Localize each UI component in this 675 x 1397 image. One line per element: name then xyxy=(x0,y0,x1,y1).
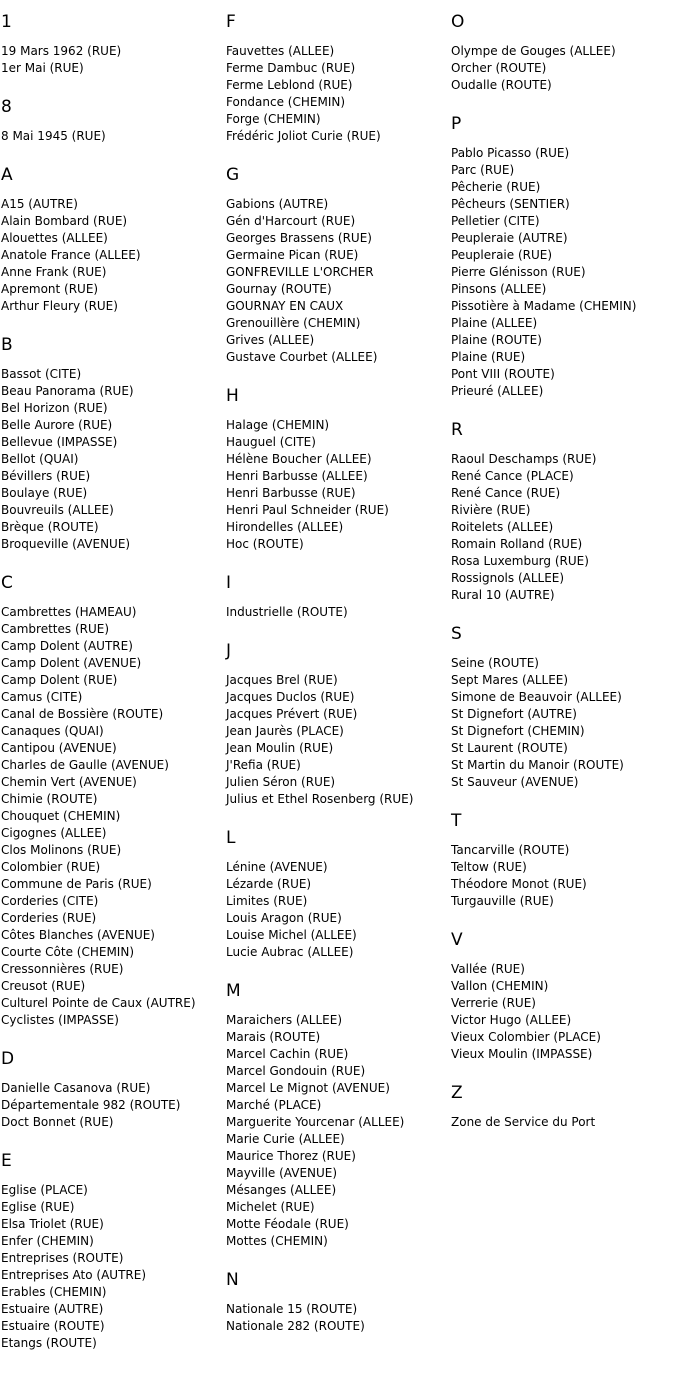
letter-section xyxy=(1,1139,221,1360)
street-entry: Oudalle (ROUTE) xyxy=(451,78,552,92)
street-entry: GOURNAY EN CAUX xyxy=(226,299,344,313)
street-entry: Industrielle (ROUTE) xyxy=(226,605,348,619)
street-entry: René Cance (PLACE) xyxy=(451,469,574,483)
letter-section xyxy=(451,1071,675,1139)
street-entry: Limites (RUE) xyxy=(226,894,308,908)
street-entry: Michelet (RUE) xyxy=(226,1200,315,1214)
street-entry: Ferme Dambuc (RUE) xyxy=(226,61,356,75)
street-entry: Camp Dolent (AUTRE) xyxy=(1,639,133,653)
street-entry: Entreprises Ato (AUTRE) xyxy=(1,1268,146,1282)
letter-section xyxy=(451,0,675,102)
street-entry: Beau Panorama (RUE) xyxy=(1,384,134,398)
street-entry: Estuaire (ROUTE) xyxy=(1,1319,105,1333)
street-entry: Entreprises (ROUTE) xyxy=(1,1251,124,1265)
letter-section xyxy=(451,612,675,799)
letter-section xyxy=(226,969,448,1258)
street-entry: Maurice Thorez (RUE) xyxy=(226,1149,356,1163)
street-entry: Pont VIII (ROUTE) xyxy=(451,367,555,381)
street-entry: Olympe de Gouges (ALLEE) xyxy=(451,44,616,58)
street-entry: Orcher (ROUTE) xyxy=(451,61,547,75)
street-entry: Jean Jaurès (PLACE) xyxy=(226,724,344,738)
section-spacer xyxy=(226,1250,448,1258)
section-spacer xyxy=(451,791,675,799)
street-list xyxy=(1,185,221,315)
letter-section xyxy=(226,0,448,153)
street-entry: Gournay (ROUTE) xyxy=(226,282,332,296)
street-entry: Teltow (RUE) xyxy=(451,860,527,874)
street-entry: Prieuré (ALLEE) xyxy=(451,384,544,398)
street-entry: Marcel Le Mignot (AVENUE) xyxy=(226,1081,390,1095)
street-entry: Jean Moulin (RUE) xyxy=(226,741,334,755)
street-entry: Turgauville (RUE) xyxy=(451,894,554,908)
section-letter-heading: J xyxy=(226,641,232,661)
street-list xyxy=(451,831,675,910)
street-entry: Henri Barbusse (RUE) xyxy=(226,486,356,500)
street-entry: Halage (CHEMIN) xyxy=(226,418,330,432)
section-spacer xyxy=(226,808,448,816)
street-entry: Doct Bonnet (RUE) xyxy=(1,1115,114,1129)
street-list xyxy=(226,185,448,366)
street-entry: Etangs (ROUTE) xyxy=(1,1336,97,1350)
street-entry: Camp Dolent (RUE) xyxy=(1,673,118,687)
section-spacer xyxy=(226,621,448,629)
street-entry: 8 Mai 1945 (RUE) xyxy=(1,129,106,143)
letter-section xyxy=(451,408,675,612)
street-entry: Bellot (QUAI) xyxy=(1,452,79,466)
section-spacer xyxy=(1,1131,221,1139)
street-entry: Brèque (ROUTE) xyxy=(1,520,99,534)
street-entry: Gabions (AUTRE) xyxy=(226,197,329,211)
street-entry: Pêcheurs (SENTIER) xyxy=(451,197,570,211)
letter-section xyxy=(226,153,448,374)
section-spacer xyxy=(226,366,448,374)
street-entry: Chouquet (CHEMIN) xyxy=(1,809,121,823)
street-list xyxy=(226,661,448,808)
letter-section xyxy=(1,323,221,561)
letter-section xyxy=(1,85,221,153)
street-entry: Forge (CHEMIN) xyxy=(226,112,321,126)
street-entry: Nationale 282 (ROUTE) xyxy=(226,1319,365,1333)
letter-section xyxy=(1,153,221,323)
street-list xyxy=(1,1069,221,1131)
section-letter-heading: G xyxy=(226,165,240,185)
letter-section xyxy=(226,629,448,816)
section-spacer xyxy=(1,77,221,85)
street-entry: J'Refia (RUE) xyxy=(226,758,301,772)
street-entry: Jacques Prévert (RUE) xyxy=(226,707,358,721)
street-entry: Alouettes (ALLEE) xyxy=(1,231,108,245)
street-entry: Anatole France (ALLEE) xyxy=(1,248,141,262)
section-letter-heading: R xyxy=(451,420,463,440)
section-letter-heading: H xyxy=(226,386,239,406)
street-entry: Courte Côte (CHEMIN) xyxy=(1,945,135,959)
index-column-3 xyxy=(451,0,675,1139)
street-entry: Grenouillère (CHEMIN) xyxy=(226,316,361,330)
section-letter-heading: I xyxy=(226,573,232,593)
street-entry: Bouvreuils (ALLEE) xyxy=(1,503,114,517)
section-spacer xyxy=(1,553,221,561)
street-entry: Raoul Deschamps (RUE) xyxy=(451,452,597,466)
street-entry: St Martin du Manoir (ROUTE) xyxy=(451,758,624,772)
street-entry: Jacques Brel (RUE) xyxy=(226,673,338,687)
street-entry: St Dignefort (CHEMIN) xyxy=(451,724,585,738)
street-entry: Camus (CITE) xyxy=(1,690,83,704)
street-entry: Hauguel (CITE) xyxy=(226,435,316,449)
street-entry: Départementale 982 (ROUTE) xyxy=(1,1098,181,1112)
street-entry: Côtes Blanches (AVENUE) xyxy=(1,928,155,942)
street-entry: Pissotière à Madame (CHEMIN) xyxy=(451,299,637,313)
street-entry: Marché (PLACE) xyxy=(226,1098,322,1112)
letter-section xyxy=(1,561,221,1037)
street-list xyxy=(1,32,221,77)
street-entry: Théodore Monot (RUE) xyxy=(451,877,587,891)
section-letter-heading: M xyxy=(226,981,241,1001)
street-entry: Pinsons (ALLEE) xyxy=(451,282,547,296)
street-entry: Maraichers (ALLEE) xyxy=(226,1013,343,1027)
street-entry: René Cance (RUE) xyxy=(451,486,561,500)
street-entry: Henri Paul Schneider (RUE) xyxy=(226,503,389,517)
street-entry: Gén d'Harcourt (RUE) xyxy=(226,214,356,228)
street-entry: Cambrettes (HAMEAU) xyxy=(1,605,137,619)
street-entry: Vieux Moulin (IMPASSE) xyxy=(451,1047,593,1061)
letter-section xyxy=(451,918,675,1071)
street-entry: Simone de Beauvoir (ALLEE) xyxy=(451,690,622,704)
letter-section xyxy=(451,799,675,918)
letter-section xyxy=(226,374,448,561)
street-entry: Culturel Pointe de Caux (AUTRE) xyxy=(1,996,196,1010)
section-spacer xyxy=(451,910,675,918)
street-entry: Bassot (CITE) xyxy=(1,367,82,381)
street-entry: Canaques (QUAI) xyxy=(1,724,104,738)
street-entry: Cantipou (AVENUE) xyxy=(1,741,117,755)
street-entry: Verrerie (RUE) xyxy=(451,996,536,1010)
street-entry: Corderies (RUE) xyxy=(1,911,97,925)
street-entry: Peupleraie (RUE) xyxy=(451,248,553,262)
street-list xyxy=(451,950,675,1063)
street-entry: Hélène Boucher (ALLEE) xyxy=(226,452,372,466)
street-entry: Corderies (CITE) xyxy=(1,894,99,908)
street-entry: Pelletier (CITE) xyxy=(451,214,540,228)
street-entry: Broqueville (AVENUE) xyxy=(1,537,131,551)
street-list xyxy=(1,355,221,553)
street-entry: Grives (ALLEE) xyxy=(226,333,315,347)
section-spacer xyxy=(226,145,448,153)
street-entry: Canal de Bossière (ROUTE) xyxy=(1,707,164,721)
street-entry: Sept Mares (ALLEE) xyxy=(451,673,569,687)
section-spacer xyxy=(451,400,675,408)
section-letter-heading: V xyxy=(451,930,463,950)
street-entry: Plaine (ALLEE) xyxy=(451,316,538,330)
street-entry: Marcel Cachin (RUE) xyxy=(226,1047,349,1061)
street-entry: Cambrettes (RUE) xyxy=(1,622,110,636)
section-letter-heading: 8 xyxy=(1,97,12,117)
section-letter-heading: A xyxy=(1,165,13,185)
street-entry: Fauvettes (ALLEE) xyxy=(226,44,335,58)
street-entry: Clos Molinons (RUE) xyxy=(1,843,122,857)
street-entry: Belle Aurore (RUE) xyxy=(1,418,113,432)
letter-section xyxy=(1,0,221,85)
street-entry: Erables (CHEMIN) xyxy=(1,1285,107,1299)
letter-section xyxy=(226,1258,448,1343)
section-letter-heading: F xyxy=(226,12,236,32)
street-entry: Mottes (CHEMIN) xyxy=(226,1234,328,1248)
section-letter-heading: S xyxy=(451,624,462,644)
street-entry: Creusot (RUE) xyxy=(1,979,86,993)
street-entry: Bévillers (RUE) xyxy=(1,469,91,483)
street-entry: Vallon (CHEMIN) xyxy=(451,979,549,993)
section-spacer xyxy=(451,604,675,612)
street-entry: Parc (RUE) xyxy=(451,163,515,177)
street-entry: Mésanges (ALLEE) xyxy=(226,1183,337,1197)
street-list xyxy=(1,593,221,1029)
section-spacer xyxy=(1,1029,221,1037)
index-column-2 xyxy=(226,0,448,1343)
street-entry: Jacques Duclos (RUE) xyxy=(226,690,355,704)
street-entry: Hoc (ROUTE) xyxy=(226,537,304,551)
street-list xyxy=(226,32,448,145)
street-entry: Bellevue (IMPASSE) xyxy=(1,435,118,449)
street-entry: Zone de Service du Port xyxy=(451,1115,596,1129)
street-entry: Marais (ROUTE) xyxy=(226,1030,321,1044)
street-entry: Nationale 15 (ROUTE) xyxy=(226,1302,358,1316)
section-letter-heading: B xyxy=(1,335,13,355)
street-entry: A15 (AUTRE) xyxy=(1,197,78,211)
section-letter-heading: E xyxy=(1,1151,12,1171)
letter-section xyxy=(451,102,675,408)
street-list xyxy=(226,406,448,553)
street-entry: Plaine (RUE) xyxy=(451,350,526,364)
section-spacer xyxy=(1,145,221,153)
street-entry: Vieux Colombier (PLACE) xyxy=(451,1030,601,1044)
section-spacer xyxy=(451,1131,675,1139)
street-entry: Rural 10 (AUTRE) xyxy=(451,588,555,602)
street-entry: 1er Mai (RUE) xyxy=(1,61,84,75)
street-entry: Romain Rolland (RUE) xyxy=(451,537,583,551)
street-entry: Julien Séron (RUE) xyxy=(226,775,336,789)
street-entry: Colombier (RUE) xyxy=(1,860,101,874)
street-entry: St Sauveur (AVENUE) xyxy=(451,775,579,789)
section-letter-heading: P xyxy=(451,114,462,134)
street-entry: Mayville (AVENUE) xyxy=(226,1166,338,1180)
section-letter-heading: Z xyxy=(451,1083,463,1103)
street-entry: Camp Dolent (AVENUE) xyxy=(1,656,142,670)
section-letter-heading: T xyxy=(451,811,462,831)
section-letter-heading: N xyxy=(226,1270,239,1290)
section-spacer xyxy=(1,315,221,323)
letter-section xyxy=(226,816,448,969)
street-entry: Bel Horizon (RUE) xyxy=(1,401,108,415)
section-letter-heading: D xyxy=(1,1049,15,1069)
section-letter-heading: O xyxy=(451,12,465,32)
street-list xyxy=(451,134,675,400)
section-letter-heading: C xyxy=(1,573,13,593)
street-entry: Boulaye (RUE) xyxy=(1,486,88,500)
street-entry: Enfer (CHEMIN) xyxy=(1,1234,94,1248)
street-entry: GONFREVILLE L'ORCHER xyxy=(226,265,374,279)
section-letter-heading: L xyxy=(226,828,236,848)
street-entry: Germaine Pican (RUE) xyxy=(226,248,359,262)
index-column-1 xyxy=(1,0,221,1360)
street-entry: Apremont (RUE) xyxy=(1,282,99,296)
street-entry: Arthur Fleury (RUE) xyxy=(1,299,118,313)
section-letter-heading: 1 xyxy=(1,12,12,32)
street-entry: Fondance (CHEMIN) xyxy=(226,95,346,109)
street-entry: Louis Aragon (RUE) xyxy=(226,911,342,925)
street-entry: Lucie Aubrac (ALLEE) xyxy=(226,945,354,959)
street-entry: Lézarde (RUE) xyxy=(226,877,312,891)
street-list xyxy=(451,32,675,94)
street-entry: Hirondelles (ALLEE) xyxy=(226,520,344,534)
street-entry: Charles de Gaulle (AVENUE) xyxy=(1,758,169,772)
street-list xyxy=(226,593,448,621)
street-entry: Henri Barbusse (ALLEE) xyxy=(226,469,368,483)
street-entry: Rossignols (ALLEE) xyxy=(451,571,565,585)
section-spacer xyxy=(226,553,448,561)
street-entry: Tancarville (ROUTE) xyxy=(451,843,570,857)
street-entry: Peupleraie (AUTRE) xyxy=(451,231,568,245)
section-spacer xyxy=(226,1335,448,1343)
street-entry: Pablo Picasso (RUE) xyxy=(451,146,570,160)
street-entry: Gustave Courbet (ALLEE) xyxy=(226,350,378,364)
street-list xyxy=(1,117,221,145)
section-spacer xyxy=(1,1352,221,1360)
street-entry: Plaine (ROUTE) xyxy=(451,333,542,347)
street-entry: Roitelets (ALLEE) xyxy=(451,520,554,534)
street-entry: Commune de Paris (RUE) xyxy=(1,877,152,891)
street-entry: St Laurent (ROUTE) xyxy=(451,741,568,755)
street-entry: Pierre Glénisson (RUE) xyxy=(451,265,586,279)
street-entry: Vallée (RUE) xyxy=(451,962,525,976)
street-entry: Danielle Casanova (RUE) xyxy=(1,1081,151,1095)
street-entry: Cigognes (ALLEE) xyxy=(1,826,107,840)
street-entry: Seine (ROUTE) xyxy=(451,656,539,670)
street-list xyxy=(226,848,448,961)
street-entry: Marie Curie (ALLEE) xyxy=(226,1132,345,1146)
street-list xyxy=(1,1171,221,1352)
street-entry: Anne Frank (RUE) xyxy=(1,265,107,279)
street-entry: Cressonnières (RUE) xyxy=(1,962,124,976)
street-entry: Ferme Leblond (RUE) xyxy=(226,78,353,92)
street-entry: Georges Brassens (RUE) xyxy=(226,231,372,245)
street-entry: Chemin Vert (AVENUE) xyxy=(1,775,137,789)
street-list xyxy=(451,440,675,604)
street-entry: 19 Mars 1962 (RUE) xyxy=(1,44,122,58)
street-entry: Eglise (RUE) xyxy=(1,1200,75,1214)
street-entry: Marcel Gondouin (RUE) xyxy=(226,1064,366,1078)
section-spacer xyxy=(451,1063,675,1071)
street-entry: Alain Bombard (RUE) xyxy=(1,214,128,228)
street-entry: Rivière (RUE) xyxy=(451,503,531,517)
street-entry: Louise Michel (ALLEE) xyxy=(226,928,357,942)
street-entry: Rosa Luxemburg (RUE) xyxy=(451,554,589,568)
street-list xyxy=(451,1103,675,1131)
section-spacer xyxy=(226,961,448,969)
street-entry: Estuaire (AUTRE) xyxy=(1,1302,104,1316)
section-spacer xyxy=(451,94,675,102)
street-entry: St Dignefort (AUTRE) xyxy=(451,707,577,721)
street-list xyxy=(226,1001,448,1250)
street-entry: Lénine (AVENUE) xyxy=(226,860,328,874)
street-entry: Eglise (PLACE) xyxy=(1,1183,88,1197)
street-entry: Victor Hugo (ALLEE) xyxy=(451,1013,572,1027)
street-entry: Julius et Ethel Rosenberg (RUE) xyxy=(226,792,414,806)
letter-section xyxy=(1,1037,221,1139)
street-entry: Marguerite Yourcenar (ALLEE) xyxy=(226,1115,405,1129)
street-entry: Elsa Triolet (RUE) xyxy=(1,1217,104,1231)
street-entry: Cyclistes (IMPASSE) xyxy=(1,1013,119,1027)
street-entry: Chimie (ROUTE) xyxy=(1,792,98,806)
street-entry: Pêcherie (RUE) xyxy=(451,180,541,194)
letter-section xyxy=(226,561,448,629)
street-list xyxy=(226,1290,448,1335)
street-entry: Motte Féodale (RUE) xyxy=(226,1217,349,1231)
street-list xyxy=(451,644,675,791)
street-entry: Frédéric Joliot Curie (RUE) xyxy=(226,129,381,143)
